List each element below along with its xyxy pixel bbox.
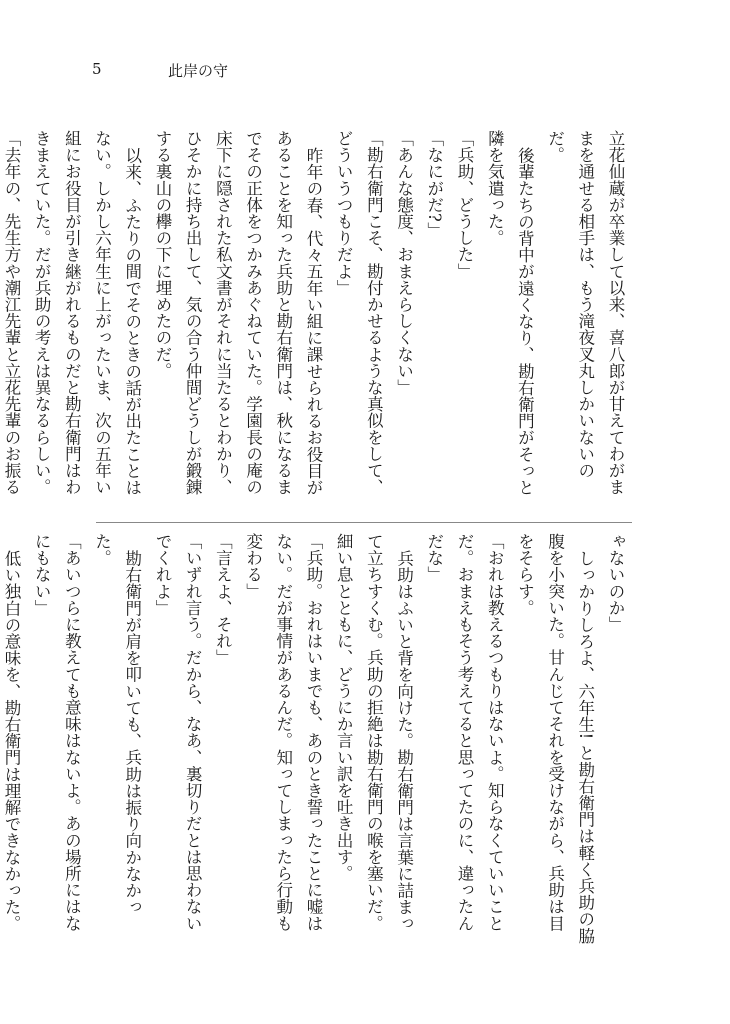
- paragraph: 勘右衛門が肩を叩いても、兵助は振り向かなかった。: [92, 533, 142, 915]
- running-title: 此岸の守: [168, 62, 229, 80]
- paragraph: 低い独白の意味を、勘右衛門は理解できなかった。: [1, 549, 21, 932]
- tier-divider: [96, 522, 632, 523]
- top-tier-text: [1, 130, 630, 511]
- paragraph: 「勘右衛門こそ、勘付かせるような真似をして、どういうつもりだよ」: [334, 130, 384, 496]
- bottom-tier-text: [1, 533, 630, 944]
- paragraph: 「兵助、どうした」: [454, 130, 474, 280]
- paragraph: 以来、ふたりの間でそのときの話が出たことはない。しかし六年生に上がったいま、次の五年い組にお役目が引き継がれるものだと勘右衛門はわきまえていた。だが兵助の考えは異なるらしい。: [32, 130, 142, 496]
- paragraph: 後輩たちの背中が遠くなり、勘右衛門がそっと隣を気遣った。: [485, 130, 535, 496]
- paragraph: 「いずれ言う。だから、なあ、裏切りだとは思わないでくれよ」: [152, 533, 203, 932]
- paragraph: 「兵助。おれはいまでも、あのとき誓ったことに嘘はない。だが事情があるんだ。知ってしまったら行動も変わる」: [243, 533, 323, 932]
- paragraph: ゃないのか」: [606, 533, 625, 633]
- paragraph: 「なにがだ?」: [424, 130, 444, 239]
- paragraph: 「言えよ、それ」: [213, 533, 233, 666]
- paragraph: 「あんな態度、おまえらしくない」: [394, 130, 414, 396]
- paragraph: 兵助はふいと背を向けた。勘右衛門は言葉に詰まって立ちすくむ。兵助の拒絶は勘右衛門の喉を塞いだ。細い息とともに、どうにか言い訳を吐き出す。: [334, 533, 414, 932]
- page-number: 5: [92, 60, 102, 78]
- paragraph: 立花仙蔵が卒業して以来、喜八郎が甘えてわがままを通せる相手は、もう滝夜叉丸しかいないのだ。: [545, 130, 625, 496]
- paragraph: 「去年の、先生方や潮江先輩と立花先輩のお振る: [1, 130, 21, 496]
- paragraph: 昨年の春、代々五年い組に課せられるお役目があることを知った兵助と勘右衛門は、秋になるまでその正体をつかみあぐねていた。学園長の庵の床下に隠された私文書がそれに当たるとわかり、ひそかに持ち出して、気の合う仲間どうしが鍛錬する裏山の欅の下に埋めたのだ。: [152, 130, 323, 496]
- paragraph: 「あいつらに教えても意味はないよ。あの場所にはなにもない」: [32, 533, 82, 932]
- paragraph: しっかりしろよ、六年生! と勘右衛門は軽く兵助の脇腹を小突いた。甘んじてそれを受けながら、兵助は目をそらす。: [515, 533, 595, 944]
- paragraph: 「おれは教えるつもりはないよ。知らなくていいことだ。おまえもそう考えてると思ってたのに、違ったんだな」: [424, 533, 505, 932]
